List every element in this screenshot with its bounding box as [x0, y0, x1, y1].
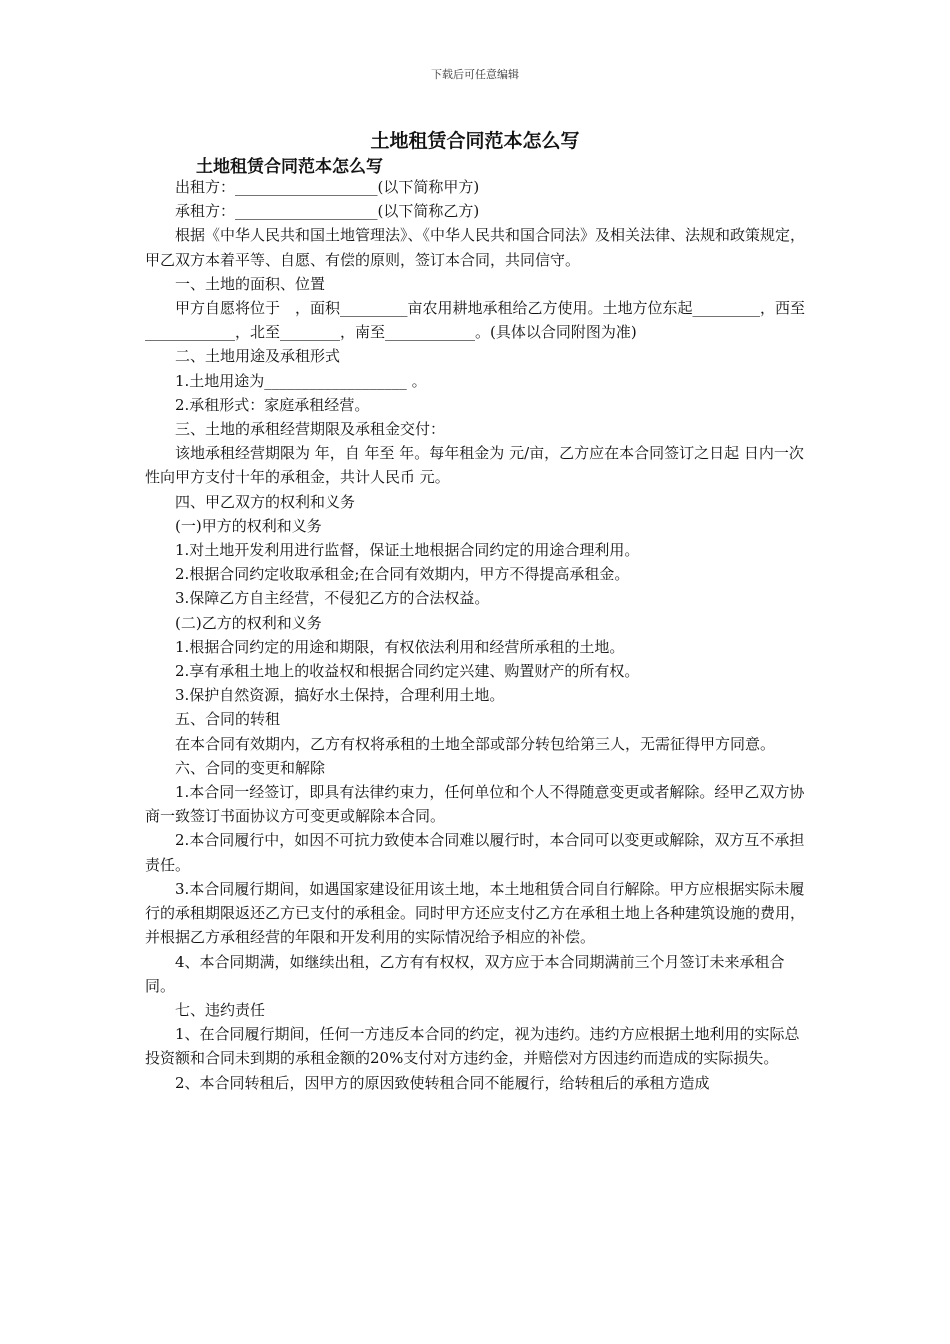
paragraph: 1、在合同履行期间，任何一方违反本合同的约定，视为违约。违约方应根据土地利用的实际总投资额和合同未到期的承租金额的20%支付对方违约金，并赔偿对方因违约而造成的实际损失。 — [145, 1025, 800, 1068]
paragraph: 出租方：___________________(以下简称甲方) — [175, 178, 480, 196]
paragraph: 4、本合同期满，如继续出租，乙方有有权权，双方应于本合同期满前三个月签订未来承租合同。 — [145, 952, 785, 995]
paragraph: 承租方：___________________(以下简称乙方) — [175, 202, 480, 221]
paragraph: 四、甲乙双方的权利和义务 — [175, 492, 356, 511]
document-body — [145, 175, 810, 1095]
paragraph: 3.保护自然资源，搞好水土保持，合理利用土地。 — [175, 686, 505, 705]
paragraph: 1.根据合同约定的用途和期限，有权依法利用和经营所承租的土地。 — [175, 637, 625, 656]
paragraph: (二)乙方的权利和义务 — [175, 613, 322, 632]
paragraph: 一、土地的面积、位置 — [175, 274, 326, 293]
paragraph: 2.享有承租土地上的收益权和根据合同约定兴建、购置财产的所有权。 — [175, 662, 640, 681]
paragraph: 2、本合同转租后，因甲方的原因致使转租合同不能履行，给转租后的承租方造成 — [175, 1073, 710, 1092]
paragraph: 2.本合同履行中，如因不可抗力致使本合同难以履行时，本合同可以变更或解除，双方互不承担责任。 — [145, 831, 805, 874]
paragraph: 三、土地的承租经营期限及承租金交付： — [175, 420, 446, 439]
paragraph: 在本合同有效期内，乙方有权将承租的土地全部或部分转包给第三人，无需征得甲方同意。 — [175, 734, 776, 753]
document-title: 土地租赁合同范本怎么写 — [370, 130, 580, 152]
paragraph: 2.承租形式：家庭承租经营。 — [175, 395, 370, 414]
paragraph: 根据《中华人民共和国土地管理法》、《中华人民共和国合同法》及相关法律、法规和政策规定，甲乙双方本着平等、自愿、有偿的原则，签订本合同，共同信守。 — [145, 226, 806, 269]
paragraph: 该地承租经营期限为 年，自 年至 年。每年租金为 元/亩，乙方应在本合同签订之日起 日内一次性向甲方支付十年的承租金，共计人民币 元。 — [145, 444, 804, 487]
paragraph: 1.本合同一经签订，即具有法律约束力，任何单位和个人不得随意变更或者解除。经甲乙双方协商一致签订书面协议方可变更或解除本合同。 — [145, 783, 805, 826]
paragraph: 七、违约责任 — [175, 1000, 266, 1019]
paragraph: 二、土地用途及承租形式 — [175, 347, 341, 366]
paragraph: 甲方自愿将位于 ，面积_________亩农用耕地承租给乙方使用。土地方位东起_________，西至____________，北至________，南至____________。(具体以合同附图为准) — [145, 299, 806, 342]
paragraph: 3.本合同履行期间，如遇国家建设征用该土地，本土地租赁合同自行解除。甲方应根据实际未履行的承租期限返还乙方已支付的承租金。同时甲方还应支付乙方在承租土地上各种建筑设施的费用，并根据乙方承租经营的年限和开发利用的实际情况给予相应的补偿。 — [145, 879, 806, 947]
paragraph: 1.土地用途为___________________ 。 — [175, 371, 427, 390]
paragraph: 2.根据合同约定收取承租金;在合同有效期内，甲方不得提高承租金。 — [175, 565, 630, 584]
paragraph: 五、合同的转租 — [175, 710, 281, 729]
document-subtitle: 土地租赁合同范本怎么写 — [196, 157, 383, 177]
paragraph: (一)甲方的权利和义务 — [175, 516, 322, 535]
paragraph: 1.对土地开发利用进行监督，保证土地根据合同约定的用途合理利用。 — [175, 541, 640, 560]
paragraph: 3.保障乙方自主经营，不侵犯乙方的合法权益。 — [175, 589, 490, 608]
page-header: 下载后可任意编辑 — [431, 68, 519, 81]
paragraph: 六、合同的变更和解除 — [175, 758, 326, 777]
